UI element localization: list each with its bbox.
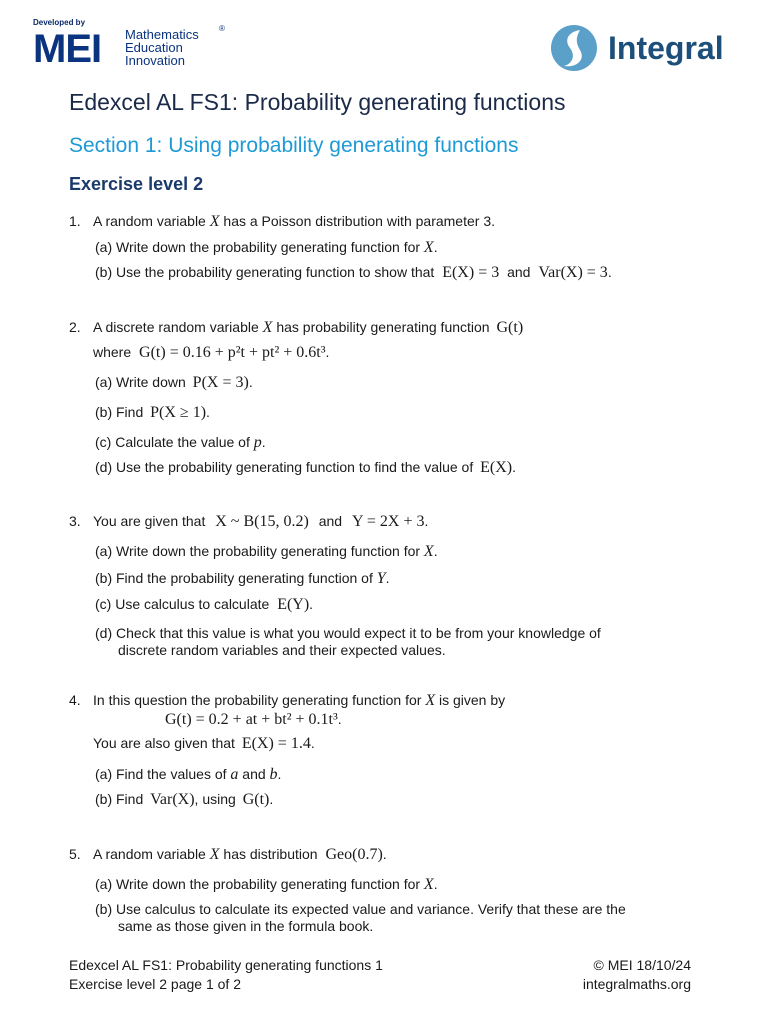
math-expression: G(t) = 0.2 + at + bt² + 0.1t³ xyxy=(165,711,338,728)
math-expression: Var(X) xyxy=(150,791,195,808)
var-b: b xyxy=(269,766,278,783)
footer-left-line1: Edexcel AL FS1: Probability generating functions 1 xyxy=(69,957,383,973)
question-part-continued: same as those given in the formula book. xyxy=(118,918,374,934)
question-part xyxy=(95,876,438,894)
footer-right-line2: integralmaths.org xyxy=(582,976,691,992)
question-stem xyxy=(93,846,387,864)
period: . xyxy=(261,434,266,450)
stem-text: In this question the probability generating function for xyxy=(93,692,422,708)
mei-word: Innovation xyxy=(125,53,185,68)
question-part xyxy=(95,543,438,561)
part-text: (c) Calculate the value of xyxy=(95,434,250,450)
question-part xyxy=(95,791,273,809)
part-text: (b) Find the probability generating function of xyxy=(95,570,373,586)
question-number: 3. xyxy=(69,513,81,529)
mei-word: Education xyxy=(125,40,183,55)
question-part-continued: discrete random variables and their expected values. xyxy=(118,642,446,658)
stem-text: is given by xyxy=(439,692,506,708)
integral-logo-word: Integral xyxy=(608,30,724,66)
period: . xyxy=(277,766,282,782)
stem-text: has probability generating function xyxy=(276,319,490,335)
math-expression: E(X) xyxy=(480,459,513,476)
math-expression: X ~ B(15, 0.2) xyxy=(215,513,309,530)
period: . xyxy=(382,846,387,862)
section-heading: Section 1: Using probability generating functions xyxy=(69,134,519,157)
part-text: , using xyxy=(194,791,236,807)
period: . xyxy=(433,876,438,892)
period: . xyxy=(512,459,516,475)
question-part: (b) Use calculus to calculate its expected value and variance. Verify that these are the xyxy=(95,901,626,917)
stem-text: where xyxy=(93,344,132,360)
developed-by-label: Developed by xyxy=(33,18,86,27)
stem-text: A random variable xyxy=(93,213,206,229)
var-x: X xyxy=(423,543,434,560)
var-x: X xyxy=(209,846,220,863)
var-x: X xyxy=(425,692,436,709)
question-stem xyxy=(93,692,505,710)
part-text: (a) Write down xyxy=(95,374,186,390)
question-part xyxy=(95,404,210,422)
part-text: (b) Find xyxy=(95,791,144,807)
part-text: (b) Use the probability generating function to show that xyxy=(95,264,435,280)
mei-word: Mathematics xyxy=(125,27,199,42)
math-expression: P(X ≥ 1) xyxy=(150,404,207,421)
registered-mark: ® xyxy=(219,24,225,33)
part-text: (d) Use the probability generating function to find the value of xyxy=(95,459,474,475)
period: . xyxy=(325,344,330,360)
math-expression: Y = 2X + 3 xyxy=(351,513,425,530)
math-expression: E(X) = 1.4 xyxy=(241,735,311,752)
var-x: X xyxy=(209,213,220,230)
question-part: (d) Check that this value is what you would expect it to be from your knowledge of xyxy=(95,625,601,641)
question-stem xyxy=(93,344,329,362)
math-expression: G(t) xyxy=(496,319,524,336)
period: . xyxy=(309,596,314,612)
question-number: 1. xyxy=(69,213,81,229)
period: . xyxy=(248,374,253,390)
integral-logo-icon xyxy=(550,24,598,72)
math-expression: P(X = 3) xyxy=(192,374,249,391)
stem-text: A discrete random variable xyxy=(93,319,259,335)
question-part xyxy=(95,239,438,257)
period: . xyxy=(385,570,390,586)
period: . xyxy=(269,791,274,807)
period: . xyxy=(206,404,210,420)
period: . xyxy=(433,543,438,559)
stem-text: has distribution xyxy=(223,846,318,862)
math-expression: G(t) xyxy=(242,791,270,808)
var-x: X xyxy=(423,239,434,256)
math-expression: E(X) = 3 xyxy=(442,264,500,281)
mei-logo xyxy=(33,18,233,70)
stem-text: has a Poisson distribution with parameter 3. xyxy=(223,213,495,229)
math-expression: Geo(0.7) xyxy=(325,846,383,863)
question-part xyxy=(95,434,266,452)
part-text: (a) Write down the probability generating function for xyxy=(95,876,421,892)
formula xyxy=(165,711,342,729)
stem-text: A random variable xyxy=(93,846,206,862)
question-number: 2. xyxy=(69,319,81,335)
question-stem xyxy=(93,735,315,753)
var-a: a xyxy=(230,766,239,783)
question-part xyxy=(95,459,516,477)
question-part xyxy=(95,596,313,614)
period: . xyxy=(433,239,438,255)
var-y: Y xyxy=(376,570,386,587)
part-text: (c) Use calculus to calculate xyxy=(95,596,270,612)
var-x: X xyxy=(262,319,273,336)
question-number: 4. xyxy=(69,692,81,708)
mei-logo-words xyxy=(125,28,199,67)
question-stem xyxy=(93,513,428,531)
question-stem xyxy=(93,319,523,337)
part-text: and xyxy=(507,264,531,280)
math-expression: G(t) = 0.16 + p²t + pt² + 0.6t³ xyxy=(139,344,326,361)
question-part xyxy=(95,264,612,282)
math-expression: p xyxy=(253,434,262,451)
math-expression: Var(X) = 3 xyxy=(538,264,608,281)
period: . xyxy=(607,264,612,280)
question-part xyxy=(95,374,253,392)
math-expression: E(Y) xyxy=(277,596,310,613)
exercise-level-heading: Exercise level 2 xyxy=(69,174,204,194)
footer-left-line2: Exercise level 2 page 1 of 2 xyxy=(69,976,241,992)
stem-text: You are also given that xyxy=(93,735,235,751)
period: . xyxy=(337,711,342,727)
var-x: X xyxy=(423,876,434,893)
footer-right-line1: © MEI 18/10/24 xyxy=(593,957,691,973)
part-text: (a) Find the values of xyxy=(95,766,227,782)
part-text: (b) Find xyxy=(95,404,144,420)
question-part xyxy=(95,570,390,588)
page-title: Edexcel AL FS1: Probability generating functions xyxy=(69,89,566,115)
question-stem xyxy=(93,213,495,231)
question-part xyxy=(95,766,281,784)
part-text: (a) Write down the probability generating function for xyxy=(95,239,421,255)
part-text: (a) Write down the probability generating function for xyxy=(95,543,421,559)
period: . xyxy=(424,513,429,529)
mei-logo-letters: MEI xyxy=(33,27,102,71)
stem-text: and xyxy=(318,513,343,529)
stem-text: You are given that xyxy=(93,513,206,529)
part-text: and xyxy=(242,766,266,782)
question-number: 5. xyxy=(69,846,81,862)
period: . xyxy=(310,735,315,751)
